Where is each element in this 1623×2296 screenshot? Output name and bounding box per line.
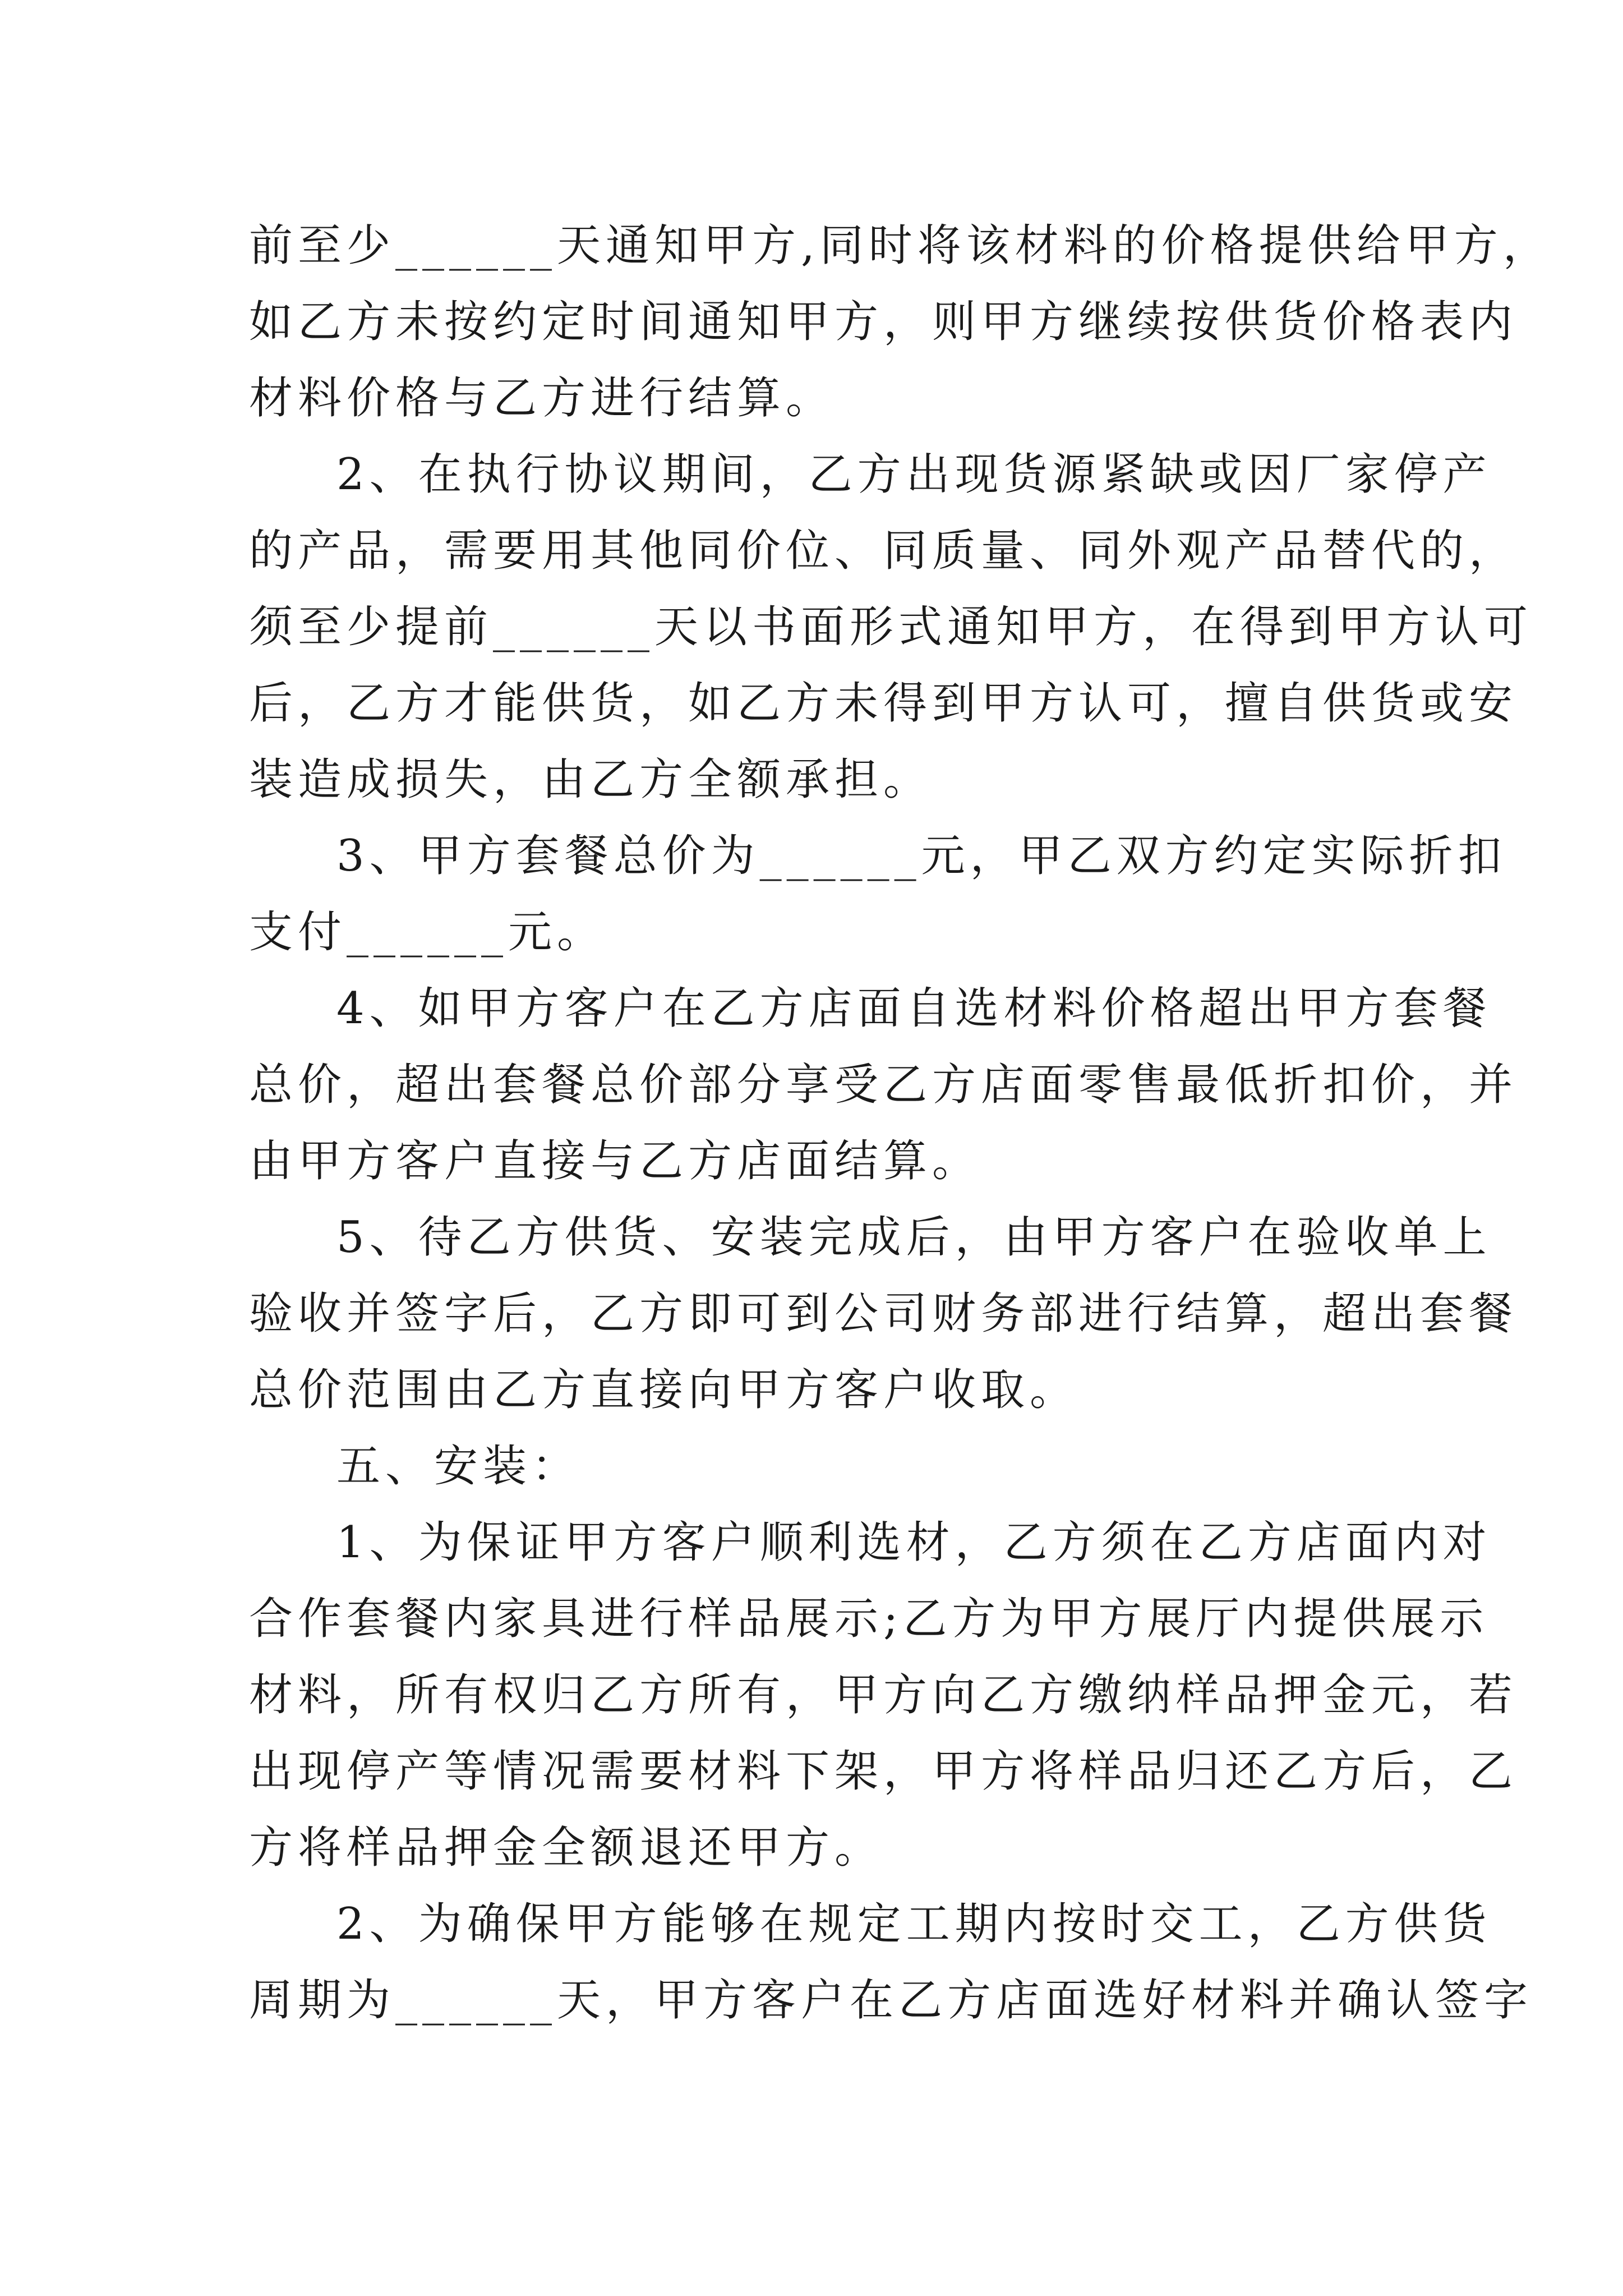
text-line: 须至少提前______天以书面形式通知甲方，在得到甲方认可 — [249, 602, 1533, 652]
text-line: 2、在执行协议期间，乙方出现货源紧缺或因厂家停产 — [336, 449, 1492, 500]
text-line: 5、待乙方供货、安装完成后，由甲方客户在验收单上 — [336, 1212, 1492, 1263]
text-line: 总价范围由乙方直接向甲方客户收取。 — [249, 1365, 1079, 1415]
text-line: 前至少______天通知甲方,同时将该材料的价格提供给甲方， — [249, 220, 1552, 271]
text-line: 3、甲方套餐总价为______元，甲乙双方约定实际折扣 — [336, 831, 1507, 881]
text-line: 4、如甲方客户在乙方店面自选材料价格超出甲方套餐 — [336, 983, 1492, 1034]
text-line: 验收并签字后，乙方即可到公司财务部进行结算，超出套餐 — [249, 1289, 1518, 1339]
text-line: 出现停产等情况需要材料下架，甲方将样品归还乙方后，乙 — [249, 1746, 1518, 1797]
text-line: 合作套餐内家具进行样品展示;乙方为甲方展厅内提供展示 — [249, 1594, 1489, 1644]
text-line: 材料，所有权归乙方所有，甲方向乙方缴纳样品押金元，若 — [249, 1670, 1518, 1720]
text-line: 后，乙方才能供货，如乙方未得到甲方认可，擅自供货或安 — [249, 678, 1518, 729]
text-line: 方将样品押金全额退还甲方。 — [249, 1823, 884, 1873]
text-line: 由甲方客户直接与乙方店面结算。 — [249, 1136, 981, 1186]
text-line: 支付______元。 — [249, 907, 606, 958]
text-line: 周期为______天，甲方客户在乙方店面选好材料并确认签字 — [249, 1975, 1533, 2026]
text-line: 1、为保证甲方客户顺利选材，乙方须在乙方店面内对 — [336, 1517, 1492, 1568]
section-heading: 五、安装： — [336, 1441, 581, 1492]
text-line: 2、为确保甲方能够在规定工期内按时交工，乙方供货 — [336, 1899, 1492, 1949]
text-line: 装造成损失，由乙方全额承担。 — [249, 754, 933, 805]
text-line: 总价，超出套餐总价部分享受乙方店面零售最低折扣价，并 — [249, 1060, 1518, 1110]
text-line: 材料价格与乙方进行结算。 — [249, 373, 835, 424]
text-line: 的产品，需要用其他同价位、同质量、同外观产品替代的， — [249, 526, 1518, 576]
text-line: 如乙方未按约定时间通知甲方，则甲方继续按供货价格表内 — [249, 297, 1518, 347]
